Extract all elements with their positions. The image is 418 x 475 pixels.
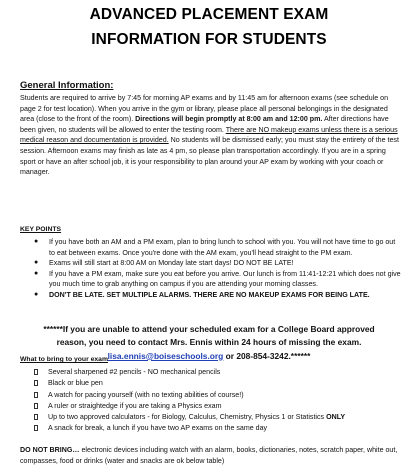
general-information-paragraph <box>20 93 402 178</box>
do-not-bring-paragraph <box>20 445 402 466</box>
placeholder-box-icon <box>34 403 38 409</box>
placeholder-box-icon <box>34 369 38 375</box>
bring-item-text: A watch for pacing yourself (with no texting abilities of course!) <box>48 390 244 399</box>
contact-email-link[interactable]: lisa.ennis@boiseschools.org <box>107 350 224 361</box>
placeholder-box-icon <box>34 380 38 386</box>
bring-item-text: Up to two approved calculators - for Biology, Calculus, Chemistry, Physics 1 or Statistics <box>48 413 327 422</box>
bring-item <box>20 390 402 401</box>
warning-line-2: reason, you need to contact Mrs. Ennis within 24 hours of missing the exam. <box>56 337 362 348</box>
key-points-list <box>20 237 402 301</box>
bullet-icon: ● <box>34 259 39 267</box>
bullet-icon: ● <box>34 238 39 245</box>
general-no-makeup-notice: There are NO makeup exams unless there is a serious medical reason and documentation is provided. <box>20 125 398 145</box>
bring-item-emphasis: ONLY <box>326 413 346 422</box>
bring-item-text: A snack for break, a lunch if you have two AP exams on the same day <box>48 424 268 433</box>
what-to-bring-heading: What to bring to your exam <box>20 356 108 363</box>
placeholder-box-icon <box>34 425 38 431</box>
warning-line-1: ******If you are unable to attend your scheduled exam for a College Board approved <box>43 324 375 334</box>
title-line-1: ADVANCED PLACEMENT EXAM <box>89 6 329 23</box>
bring-item-text: Black or blue pen <box>48 379 103 388</box>
key-point-text: If you have both an AM and a PM exam, plan to bring lunch to school with you. You will not have time to go out to eat between exams. Once you're done with the AM exam, you'll head straight to the PM exam. <box>49 238 396 257</box>
do-not-bring-text: electronic devices including watch with an alarm, books, dictionaries, notes, scratch paper, white out, compasses, food or drinks (water and snacks are ok below table) <box>20 446 398 465</box>
key-points-heading: KEY POINTS <box>20 226 62 233</box>
contact-phone: or 208-854-3242.****** <box>223 350 311 361</box>
general-text-2: After directions have been given, no students will be allowed to enter the testing room. <box>20 115 389 134</box>
placeholder-box-icon <box>34 414 38 420</box>
general-text-3: No students will be dismissed early; you must stay the entirety of the test session. Afternoon exams may finish as late as 4 pm, so please plan transportation accordingly. If you are in a spring sport or have an after school job, it is your responsibility to plan around your AP exam by working with your coach or manager. <box>20 136 399 177</box>
key-point-item <box>20 269 402 290</box>
bring-item <box>20 423 402 434</box>
key-point-item <box>20 290 402 301</box>
bring-item-text: Several sharpened #2 pencils - NO mechanical pencils <box>48 368 221 376</box>
bring-item-text: A ruler or straightedge if you are taking a Physics exam <box>48 401 222 410</box>
bullet-icon: ● <box>34 269 39 277</box>
bring-item <box>20 378 402 389</box>
general-text-1: Students are required to arrive by 7:45 for morning AP exams and by 11:45 am for afternoon exams (see schedule on page 2 for test location). When you arrive in the gym or library, please place all personal belongings in the designated area (close to the front of the room). <box>20 94 389 124</box>
title-line-2: INFORMATION FOR STUDENTS <box>91 31 327 48</box>
key-point-text: If you have a PM exam, make sure you eat before you arrive. Our lunch is from 11:41-12:21 which does not give you much time to grab anything on campus if you are attending your morning classes. <box>49 269 401 289</box>
bring-item <box>20 412 402 423</box>
bullet-icon: ● <box>34 290 39 298</box>
general-directions-time: Directions will begin promptly at 8:00 am and 12:00 pm. <box>135 115 323 124</box>
general-information-heading: General Information: <box>20 80 114 91</box>
placeholder-box-icon <box>34 392 38 398</box>
bring-item <box>20 401 402 412</box>
what-to-bring-list <box>20 367 402 435</box>
key-point-item <box>20 237 402 258</box>
key-point-text: DON'T BE LATE. SET MULTIPLE ALARMS. THERE ARE NO MAKEUP EXAMS FOR BEING LATE. <box>49 290 370 299</box>
bring-item <box>20 367 402 378</box>
do-not-bring-label: DO NOT BRING… <box>20 446 80 454</box>
key-point-item <box>20 258 402 269</box>
key-point-text: Exams will still start at 8:00 AM on Monday late start days! DO NOT BE LATE! <box>49 259 294 268</box>
